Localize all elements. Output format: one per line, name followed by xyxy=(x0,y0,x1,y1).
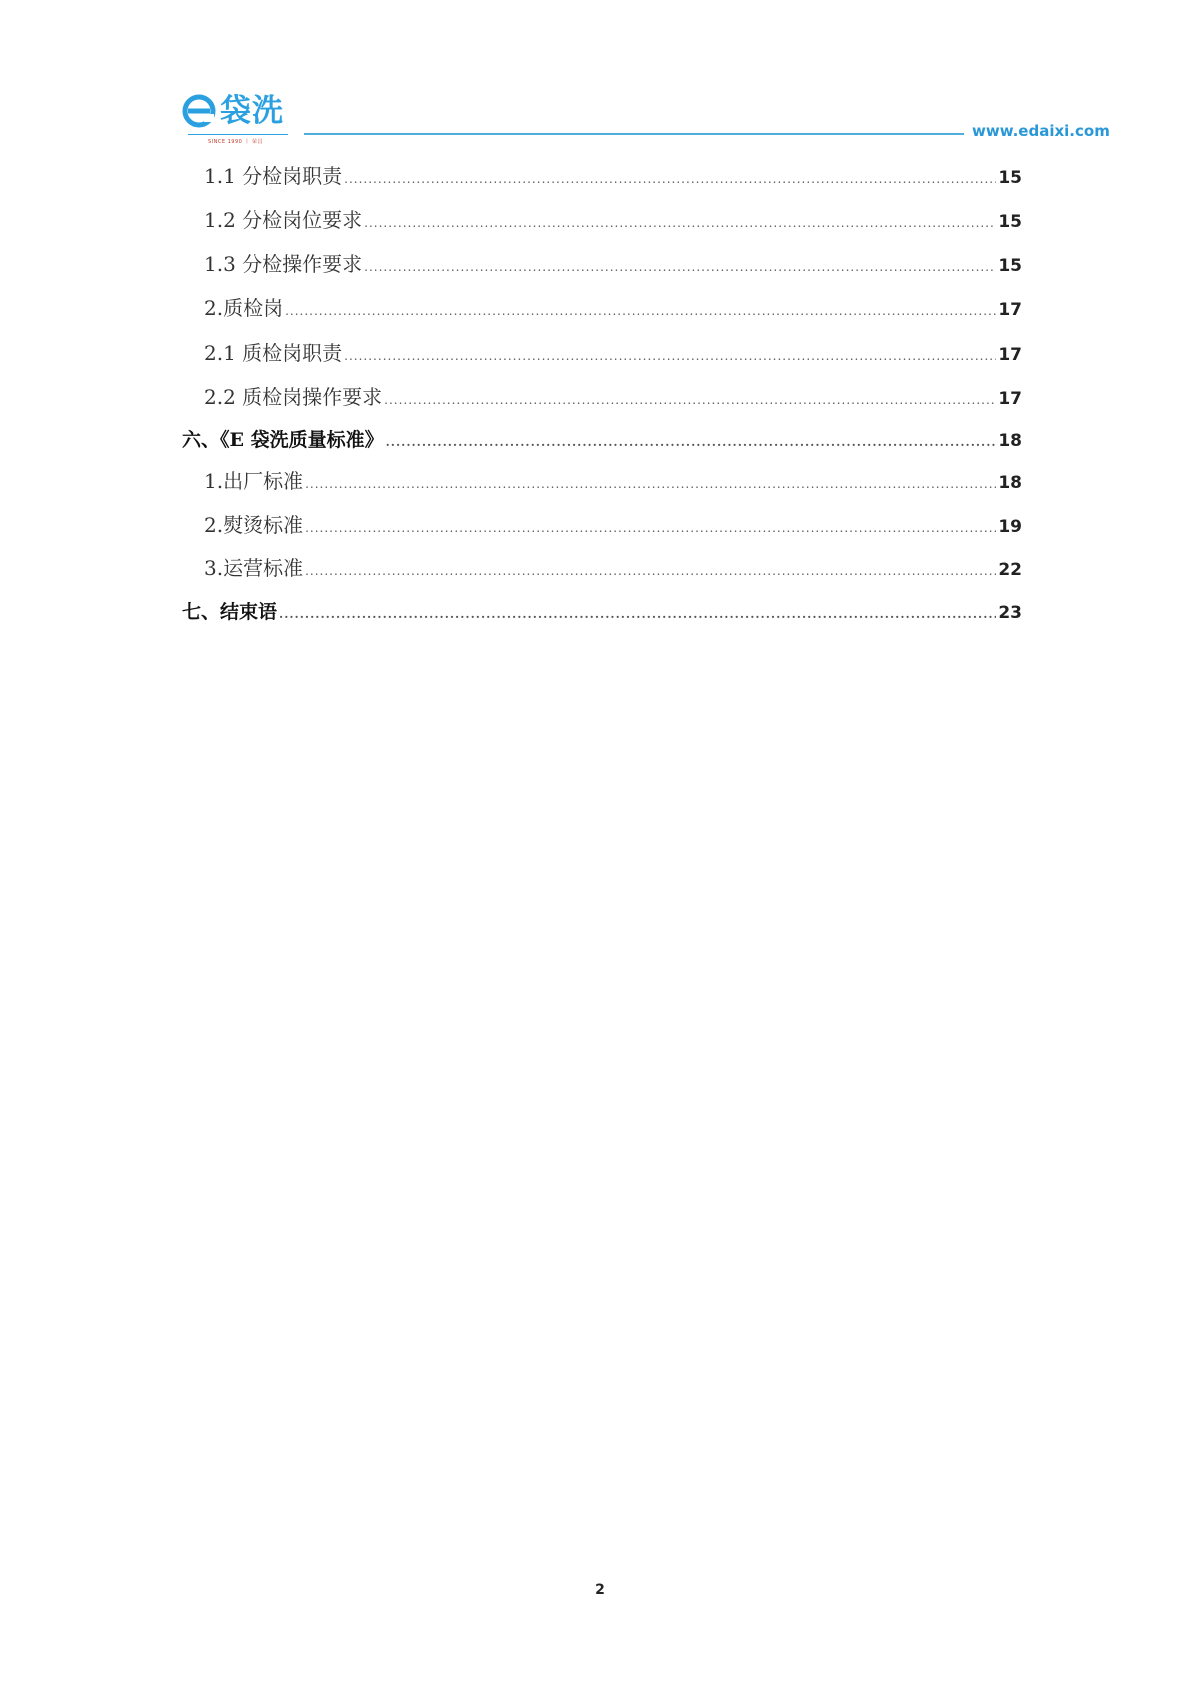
toc-leader-dots xyxy=(384,393,996,407)
toc-entry-title: 1.3 分检操作要求 xyxy=(204,252,363,276)
toc-entry-page: 15 xyxy=(998,168,1022,188)
toc-entry-title: 2.质检岗 xyxy=(204,296,284,320)
toc-entry-page: 17 xyxy=(998,389,1022,409)
toc-leader-dots xyxy=(305,477,996,491)
toc-entry-page: 17 xyxy=(998,300,1022,320)
toc-entry[interactable] xyxy=(204,381,1022,411)
brand-logo xyxy=(182,92,294,152)
toc-entry-page: 15 xyxy=(998,256,1022,276)
e-logo-icon xyxy=(182,94,216,128)
toc-entry-title: 2.1 质检岗职责 xyxy=(204,341,343,365)
toc-leader-dots xyxy=(279,607,996,621)
logo-tagline: SINCE 1990 丨 荣昌 xyxy=(208,139,264,145)
toc-entry[interactable] xyxy=(204,160,1022,190)
toc-leader-dots xyxy=(344,172,996,186)
toc-entry-page: 23 xyxy=(998,603,1022,623)
page-header xyxy=(182,92,1110,152)
toc-entry-page: 18 xyxy=(998,431,1022,451)
toc-entry[interactable] xyxy=(204,204,1022,234)
toc-entry-title: 六、《E 袋洗质量标准》 xyxy=(182,429,384,451)
toc-entry[interactable] xyxy=(204,248,1022,278)
toc-entry-title: 1.1 分检岗职责 xyxy=(204,164,343,188)
toc-entry-page: 17 xyxy=(998,345,1022,365)
toc-entry-title: 1.2 分检岗位要求 xyxy=(204,208,363,232)
logo-text: 袋洗 xyxy=(220,93,284,129)
toc-entry-page: 18 xyxy=(998,473,1022,493)
toc-entry[interactable] xyxy=(182,425,1022,455)
toc-entry-page: 22 xyxy=(998,560,1022,580)
toc-entry[interactable] xyxy=(204,337,1022,367)
toc-leader-dots xyxy=(386,435,997,449)
toc-entry[interactable] xyxy=(204,465,1022,495)
toc-entry-page: 19 xyxy=(998,517,1022,537)
page-number: 2 xyxy=(595,1582,605,1598)
toc-leader-dots xyxy=(364,216,996,230)
toc-entry-title: 2.熨烫标准 xyxy=(204,513,304,537)
toc-leader-dots xyxy=(285,304,996,318)
toc-entry[interactable] xyxy=(182,597,1022,627)
site-url: www.edaixi.com xyxy=(972,122,1110,140)
toc-entry-title: 1.出厂标准 xyxy=(204,469,304,493)
toc-leader-dots xyxy=(305,521,996,535)
toc-entry-title: 3.运营标准 xyxy=(204,556,304,580)
toc-entry[interactable] xyxy=(204,292,1022,322)
toc-entry[interactable] xyxy=(204,509,1022,539)
toc-leader-dots xyxy=(344,349,996,363)
header-rule xyxy=(304,133,964,135)
toc-leader-dots xyxy=(305,564,996,578)
toc-entry[interactable] xyxy=(204,552,1022,582)
toc-entry-page: 15 xyxy=(998,212,1022,232)
toc-entry-title: 2.2 质检岗操作要求 xyxy=(204,385,383,409)
logo-divider xyxy=(188,134,288,135)
toc-leader-dots xyxy=(364,260,996,274)
toc-entry-title: 七、结束语 xyxy=(182,601,278,623)
